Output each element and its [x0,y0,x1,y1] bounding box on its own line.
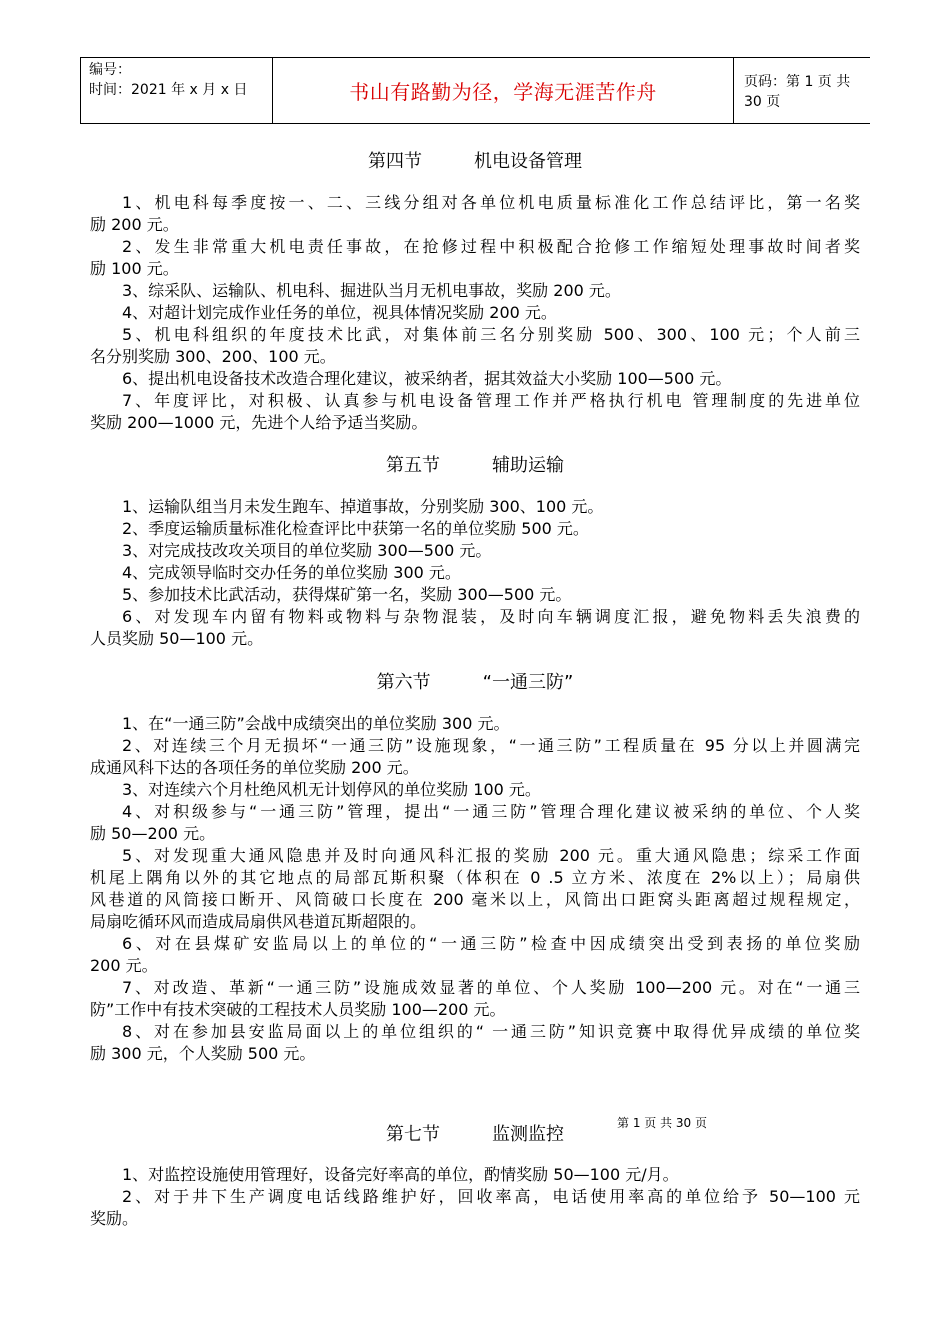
list-item: 7、年度评比，对积极、认真参与机电设备管理工作并严格执行机电 管理制度的先进单位 [122,391,860,410]
list-item-cont: 风巷道的风筒接口断开、风筒破口长度在 200 毫米以上，风筒出口距窝头距离超过规程规定， [90,890,860,909]
list-item-cont: 奖励 200—1000 元，先进个人给予适当奖励。 [90,413,428,432]
number-label: 编号： [89,62,131,78]
section-title: 辅助运输 [492,455,564,476]
list-item: 4、对超计划完成作业任务的单位，视具体情况奖励 200 元。 [122,303,557,322]
header-motto: 书山有路勤为径，学海无涯苦作舟 [272,58,734,123]
section-body [90,192,860,434]
list-item-cont: 励 200 元。 [90,215,179,234]
list-item: 2、对于井下生产调度电话线路维护好，回收率高，电话使用率高的单位给予 50—100 元 [122,1187,860,1206]
section-heading [0,147,950,173]
section-heading [0,1120,950,1146]
list-item: 2、季度运输质量标准化检查评比中获第一名的单位奖励 500 元。 [122,519,589,538]
list-item-cont: 励 50—200 元。 [90,824,216,843]
list-item: 4、对积级参与“一通三防”管理，提出“一通三防”管理合理化建议被采纳的单位、个人奖 [122,802,860,821]
section-number: 第六节 [376,672,431,693]
section-number: 第七节 [386,1124,440,1145]
list-item: 1、在“一通三防”会战中成绩突出的单位奖励 300 元。 [122,714,510,733]
list-item-cont: 机尾上隅角以外的其它地点的局部瓦斯积聚（体积在 0 .5 立方米、浓度在 2%以上）；局扇供 [90,868,860,887]
section-title: 监测监控 [492,1124,564,1145]
section-heading [0,451,950,477]
header-meta [80,58,272,123]
section-number: 第五节 [386,455,440,476]
list-item-cont: 成通风科下达的各项任务的单位奖励 200 元。 [90,758,419,777]
list-item: 6、对发现车内留有物料或物料与杂物混装，及时向车辆调度汇报，避免物料丢失浪费的 [122,607,860,626]
document-header [80,57,870,124]
list-item: 5、机电科组织的年度技术比武，对集体前三名分别奖励 500、300、100 元；个人前三 [122,325,860,344]
section-body [90,713,860,1065]
list-item-cont: 人员奖励 50—100 元。 [90,629,264,648]
section-title: “一通三防” [482,672,574,693]
list-item: 2、对连续三个月无损坏“一通三防”设施现象，“一通三防”工程质量在 95 分以上并圆满完 [122,736,860,755]
list-item: 3、对完成技改攻关项目的单位奖励 300—500 元。 [122,541,492,560]
section-body [90,1164,860,1230]
list-item-cont: 防”工作中有技术突破的工程技术人员奖励 100—200 元。 [90,1000,506,1019]
list-item: 1、运输队组当月未发生跑车、掉道事故，分别奖励 300、100 元。 [122,497,604,516]
list-item: 6、提出机电设备技术改造合理化建议，被采纳者，据其效益大小奖励 100—500 元。 [122,369,732,388]
list-item: 5、对发现重大通风隐患并及时向通风科汇报的奖励 200 元。重大通风隐患；综采工作面 [122,846,860,865]
list-item: 2、发生非常重大机电责任事故，在抢修过程中积极配合抢修工作缩短处理事故时间者奖 [122,237,860,256]
list-item: 4、完成领导临时交办任务的单位奖励 300 元。 [122,563,461,582]
list-item: 5、参加技术比武活动，获得煤矿第一名，奖励 300—500 元。 [122,585,572,604]
header-page-label: 页码：第 1 页 共 30 页 [744,73,851,110]
section-heading [0,668,950,694]
list-item-cont: 励 300 元，个人奖励 500 元。 [90,1044,316,1063]
list-item: 3、对连续六个月杜绝风机无计划停风的单位奖励 100 元。 [122,780,541,799]
list-item-cont: 奖励。 [90,1209,139,1228]
list-item: 6、对在县煤矿安监局以上的单位的“一通三防”检查中因成绩突出受到表扬的单位奖励 [122,934,860,953]
list-item: 3、综采队、运输队、机电科、掘进队当月无机电事故，奖励 200 元。 [122,281,621,300]
list-item: 1、机电科每季度按一、二、三线分组对各单位机电质量标准化工作总结评比，第一名奖 [122,193,860,212]
list-item-cont: 励 100 元。 [90,259,179,278]
time-label: 时间：2021 年 x 月 x 日 [89,82,248,98]
list-item-cont: 局扇吃循环风而造成局扇供风巷道瓦斯超限的。 [90,912,427,931]
list-item: 1、对监控设施使用管理好，设备完好率高的单位，酌情奖励 50—100 元/月。 [122,1165,679,1184]
section-title: 机电设备管理 [474,151,582,172]
list-item: 7、对改造、革新“一通三防”设施成效显著的单位、个人奖励 100—200 元。对在“一通三 [122,978,860,997]
section-number: 第四节 [368,151,422,172]
list-item-cont: 200 元。 [90,956,158,975]
section-body [90,496,860,650]
footer-page-number: 第 1 页 共 30 页 [617,1116,707,1130]
list-item-cont: 名分别奖励 300、200、100 元。 [90,347,336,366]
list-item: 8、对在参加县安监局面以上的单位组织的“ 一通三防”知识竞赛中取得优异成绩的单位奖 [122,1022,860,1041]
